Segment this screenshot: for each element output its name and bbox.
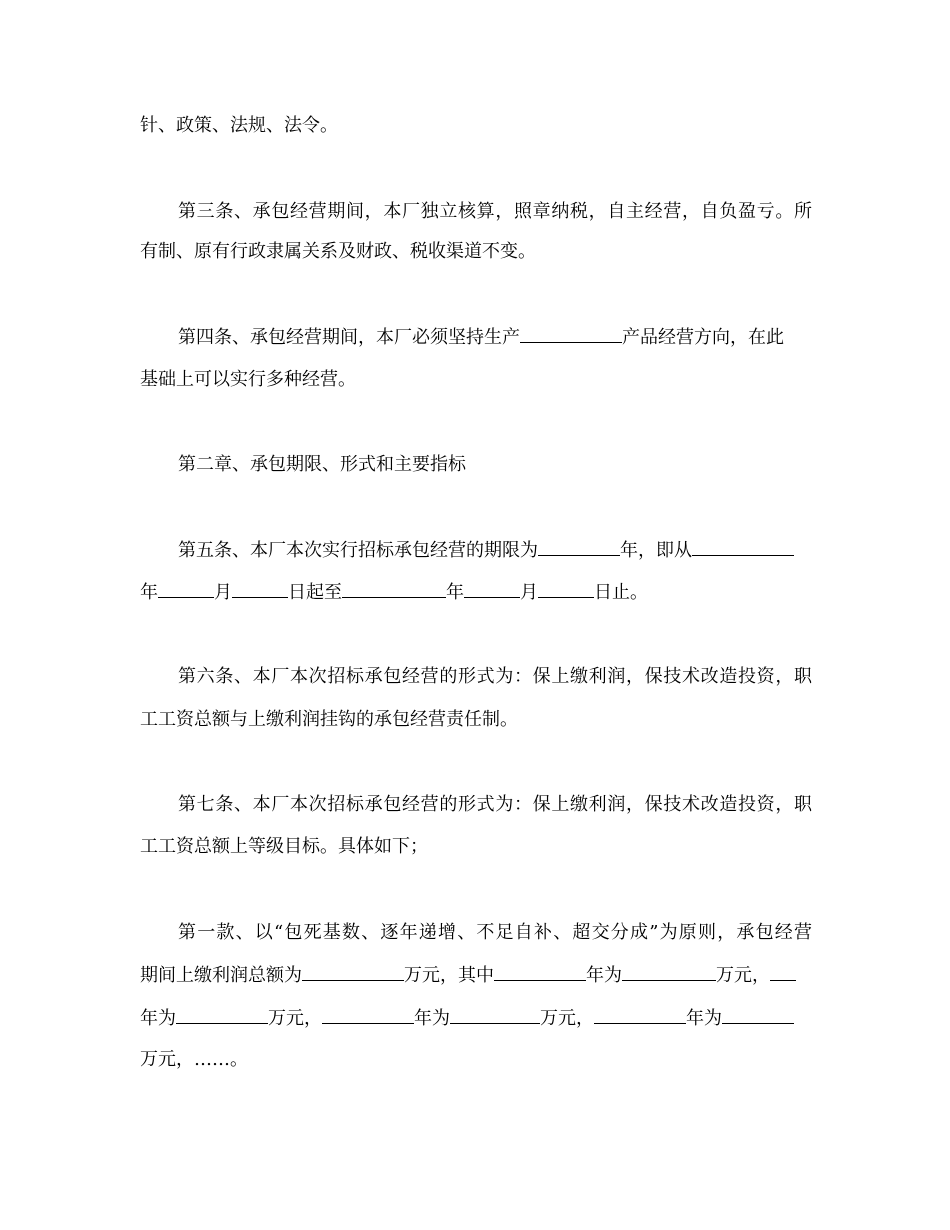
text: 第七条、本厂本次招标承包经营的形式为：保上缴利润，保技术改造投资，职 xyxy=(178,794,812,815)
fill-in-blank[interactable] xyxy=(232,578,288,598)
fill-in-blank[interactable] xyxy=(342,578,446,598)
article-7-line-1 xyxy=(178,791,812,819)
text: 日止。 xyxy=(594,582,648,603)
fill-in-blank[interactable] xyxy=(450,1004,540,1024)
text: 年为 xyxy=(414,1008,450,1029)
fill-in-blank[interactable] xyxy=(520,323,622,343)
chapter-heading xyxy=(178,451,812,479)
text: 年为 xyxy=(586,965,622,986)
fill-in-blank[interactable] xyxy=(322,1004,414,1024)
text: 年为 xyxy=(140,1008,176,1029)
clause-1-line-4 xyxy=(140,1046,812,1074)
text: 第四条、承包经营期间，本厂必须坚持生产 xyxy=(178,327,520,348)
text: 月 xyxy=(520,582,538,603)
article-4-line-1 xyxy=(178,323,812,351)
clause-1-line-3 xyxy=(140,1004,812,1032)
clause-1-line-1 xyxy=(178,919,812,947)
text: 第五条、本厂本次实行招标承包经营的期限为 xyxy=(178,540,538,561)
text: 第三条、承包经营期间，本厂独立核算，照章纳税，自主经营，自负盈亏。所 xyxy=(178,201,812,222)
text: 工工资总额上等级目标。具体如下； xyxy=(140,836,428,857)
fill-in-blank[interactable] xyxy=(538,536,620,556)
text: 万元，……。 xyxy=(140,1049,248,1070)
fill-in-blank[interactable] xyxy=(594,1004,686,1024)
text: 针、政策、法规、法令。 xyxy=(140,115,338,136)
text: 万元，其中 xyxy=(404,965,494,986)
text: 有制、原有行政隶属关系及财政、税收渠道不变。 xyxy=(140,241,536,262)
text: 日起至 xyxy=(288,582,342,603)
text: 年 xyxy=(140,582,158,603)
fill-in-blank[interactable] xyxy=(692,536,794,556)
fill-in-blank[interactable] xyxy=(176,1004,268,1024)
text: 工工资总额与上缴利润挂钩的承包经营责任制。 xyxy=(140,709,518,730)
fill-in-blank[interactable] xyxy=(494,961,586,981)
article-4-line-2 xyxy=(140,366,812,394)
clause-1-line-2 xyxy=(140,961,812,989)
article-5-line-1 xyxy=(178,536,812,564)
text: 万元， xyxy=(716,965,770,986)
fill-in-blank[interactable] xyxy=(770,961,796,981)
text: 月 xyxy=(214,582,232,603)
article-3-line-1 xyxy=(178,198,812,226)
text: 年 xyxy=(446,582,464,603)
fill-in-blank[interactable] xyxy=(158,578,214,598)
text: 第一款、以“包死基数、逐年递增、不足自补、超交分成”为原则，承包经营 xyxy=(178,922,812,943)
text: 基础上可以实行多种经营。 xyxy=(140,369,356,390)
text: 万元， xyxy=(540,1008,594,1029)
fill-in-blank[interactable] xyxy=(302,961,404,981)
text: 期间上缴利润总额为 xyxy=(140,965,302,986)
fill-in-blank[interactable] xyxy=(722,1004,794,1024)
article-6-line-2 xyxy=(140,706,812,734)
fill-in-blank[interactable] xyxy=(464,578,520,598)
article-5-line-2 xyxy=(140,578,812,606)
article-7-line-2 xyxy=(140,833,812,861)
text: 万元， xyxy=(268,1008,322,1029)
fill-in-blank[interactable] xyxy=(538,578,594,598)
text: 第六条、本厂本次招标承包经营的形式为：保上缴利润，保技术改造投资，职 xyxy=(178,666,812,687)
text: 年，即从 xyxy=(620,540,692,561)
text: 产品经营方向，在此 xyxy=(622,327,784,348)
text: 年为 xyxy=(686,1008,722,1029)
paragraph-continuation xyxy=(140,112,812,140)
article-3-line-2 xyxy=(140,238,812,266)
article-6-line-1 xyxy=(178,663,812,691)
text: 第二章、承包期限、形式和主要指标 xyxy=(178,454,466,475)
fill-in-blank[interactable] xyxy=(622,961,716,981)
